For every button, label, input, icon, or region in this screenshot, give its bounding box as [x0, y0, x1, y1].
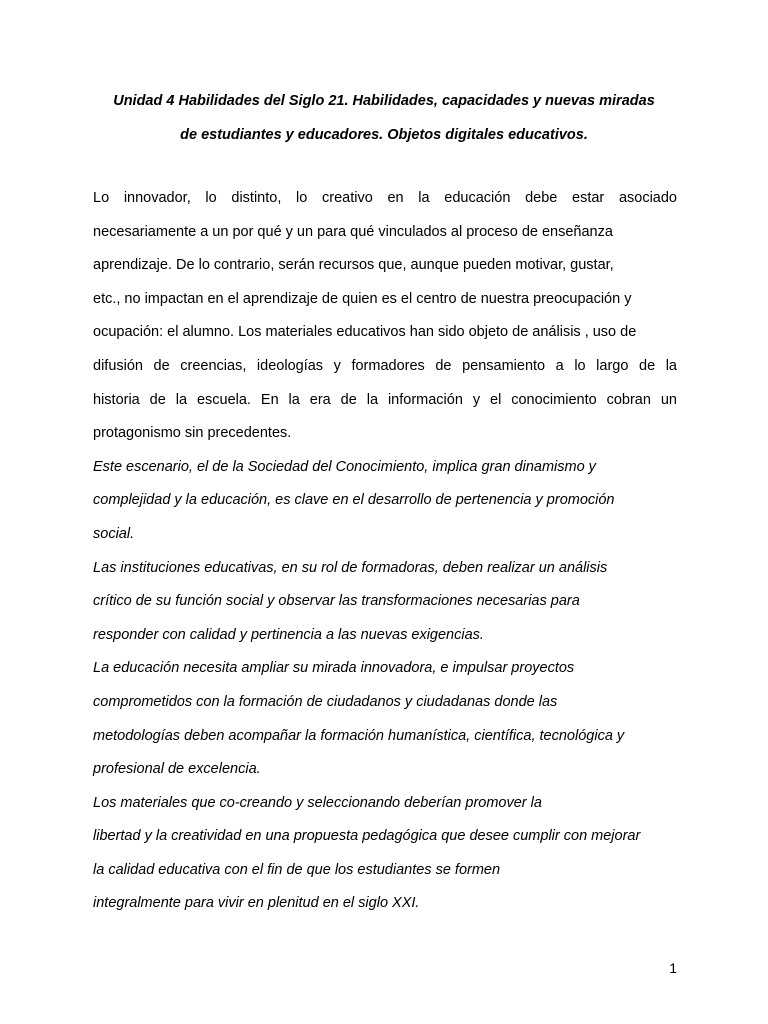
body-line: la calidad educativa con el fin de que los estudiantes se formen	[93, 861, 501, 878]
body-line: etc., no impactan en el aprendizaje de quien es el centro de nuestra preocupación y	[93, 290, 632, 307]
body-line: ocupación: el alumno. Los materiales educativos han sido objeto de análisis , uso de	[93, 324, 637, 341]
body-line: necesariamente a un por qué y un para qué vinculados al proceso de enseñanza	[93, 223, 613, 240]
body-line: responder con calidad y pertinencia a las nuevas exigencias.	[93, 626, 484, 643]
body-line: comprometidos con la formación de ciudadanos y ciudadanas donde las	[93, 693, 558, 710]
title-line-2: de estudiantes y educadores. Objetos digitales educativos.	[180, 127, 588, 143]
body-line: profesional de excelencia.	[93, 761, 261, 778]
body-line: historia de la escuela. En la era de la información y el conocimiento cobran un	[93, 391, 677, 408]
body-line: crítico de su función social y observar las transformaciones necesarias para	[93, 593, 580, 610]
title-line-1: Unidad 4 Habilidades del Siglo 21. Habilidades, capacidades y nuevas miradas	[113, 93, 655, 109]
body-line: Este escenario, el de la Sociedad del Conocimiento, implica gran dinamismo y	[93, 458, 596, 475]
body-line: libertad y la creatividad en una propuesta pedagógica que desee cumplir con mejorar	[93, 828, 641, 845]
body-line: difusión de creencias, ideologías y formadores de pensamiento a lo largo de la	[93, 357, 677, 374]
body-line: protagonismo sin precedentes.	[93, 425, 292, 442]
body-line: Lo innovador, lo distinto, lo creativo en la educación debe estar asociado	[93, 190, 677, 206]
body-line: aprendizaje. De lo contrario, serán recursos que, aunque pueden motivar, gustar,	[93, 257, 614, 274]
page-number: 1	[669, 960, 677, 976]
body-line: La educación necesita ampliar su mirada innovadora, e impulsar proyectos	[93, 660, 575, 677]
body-line: Las instituciones educativas, en su rol de formadoras, deben realizar un análisis	[93, 559, 608, 576]
document-title	[92, 84, 676, 152]
body-line: complejidad y la educación, es clave en el desarrollo de pertenencia y promoción	[93, 492, 615, 509]
body-line: Los materiales que co-creando y seleccionando deberían promover la	[93, 794, 542, 811]
body-line: integralmente para vivir en plenitud en el siglo XXI.	[93, 895, 420, 912]
body-line: social.	[93, 525, 135, 542]
document-body	[93, 182, 677, 921]
body-line: metodologías deben acompañar la formación humanística, científica, tecnológica y	[93, 727, 625, 744]
